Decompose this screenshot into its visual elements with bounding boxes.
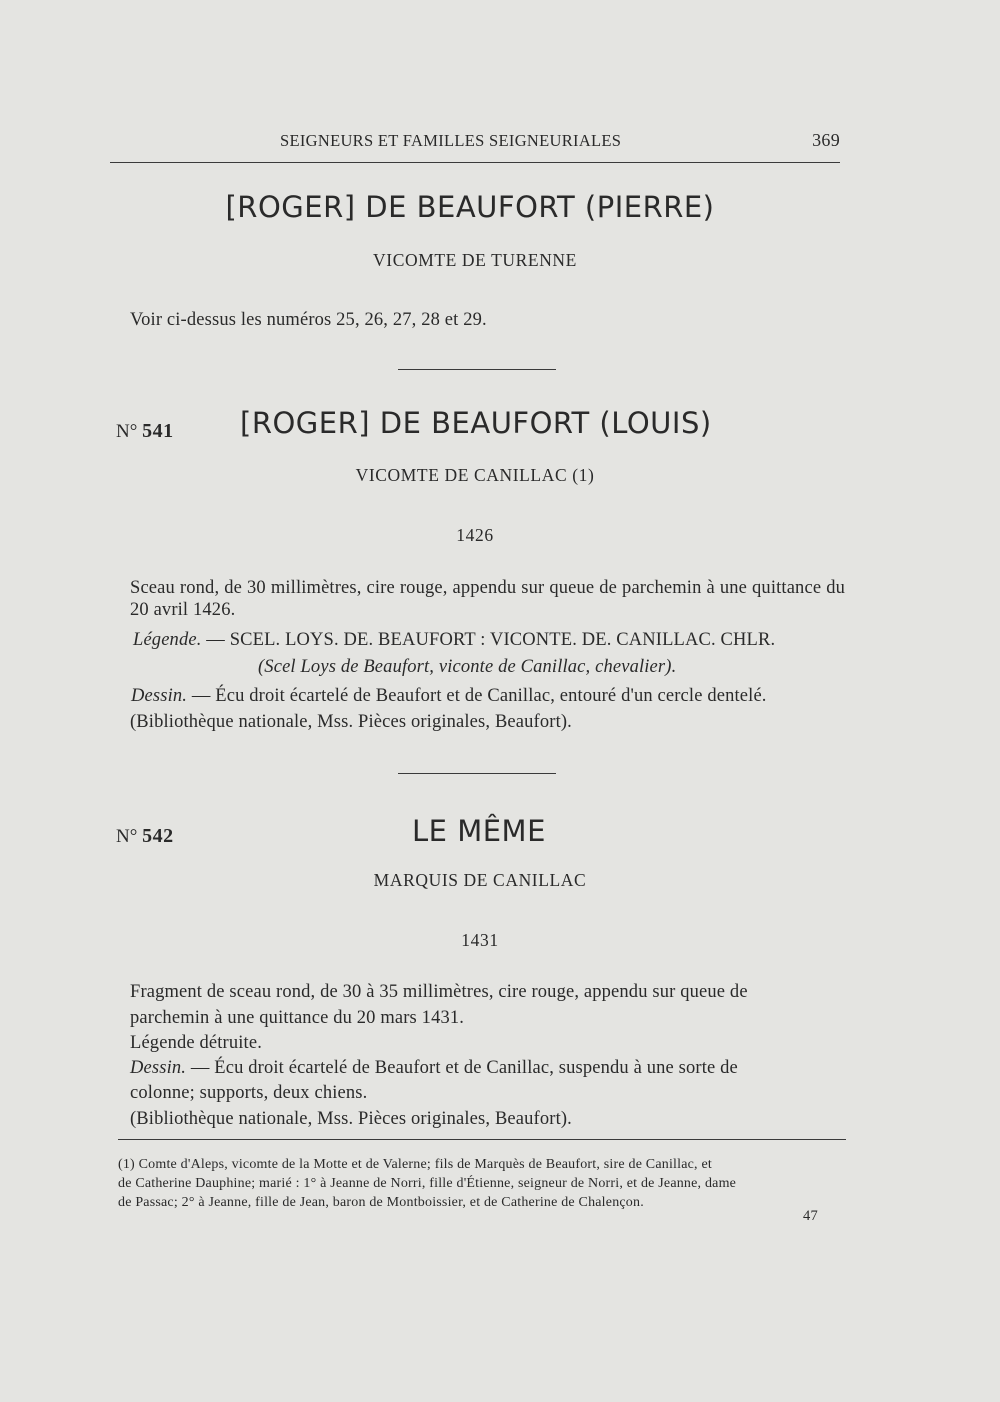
- entry-542-year: 1431: [461, 930, 499, 950]
- footnote-rule: [118, 1139, 846, 1140]
- section-divider: [398, 369, 556, 370]
- entry-542-description-line1: Fragment de sceau rond, de 30 à 35 millimètres, cire rouge, appendu sur queue de: [130, 982, 748, 1002]
- entry-541-title: [ROGER] DE BEAUFORT (LOUIS): [240, 406, 712, 440]
- entry-541-subtitle: VICOMTE DE CANILLAC (1): [355, 465, 595, 485]
- entry-542-title: LE MÊME: [412, 814, 546, 848]
- entry-541-drawing-text: — Écu droit écartelé de Beaufort et de Canillac, entouré d'un cercle dentelé.: [191, 686, 767, 706]
- entry-541-legend-transcription: (Scel Loys de Beaufort, viconte de Canillac, chevalier).: [258, 657, 677, 677]
- entry-542-number-value: 542: [142, 825, 174, 847]
- entry-542-drawing-label: Dessin.: [130, 1058, 187, 1078]
- running-head: [110, 128, 840, 154]
- entry-541-year: 1426: [456, 525, 494, 545]
- entry-541-description: Sceau rond, de 30 millimètres, cire rouge, appendu sur queue de parchemin à une quittance du 20 avril 1426.: [130, 578, 845, 620]
- entry-541-number: [116, 420, 174, 443]
- footnote-line1: (1) Comte d'Aleps, vicomte de la Motte et de Valerne; fils de Marquès de Beaufort, sire de Canillac, et: [118, 1157, 712, 1172]
- entry-541-drawing: [131, 685, 767, 707]
- entry-541-drawing-label: Dessin.: [131, 686, 188, 706]
- header-rule: [110, 162, 840, 163]
- entry-542-subtitle: MARQUIS DE CANILLAC: [373, 870, 587, 890]
- section-divider: [398, 773, 556, 774]
- entry-542-drawing-line1: [130, 1057, 738, 1079]
- page-number: 369: [812, 130, 840, 150]
- footnote-line2: de Catherine Dauphine; marié : 1° à Jeanne de Norri, fille d'Étienne, seigneur de Norri, et de Jeanne, dame: [118, 1176, 737, 1191]
- entry-542-number-prefix: N°: [116, 826, 138, 847]
- entry-541-number-prefix: N°: [116, 421, 138, 442]
- entry-541-legend: [133, 629, 775, 651]
- entry-542-legend-note: Légende détruite.: [130, 1033, 262, 1053]
- entry-542-number: [116, 825, 174, 848]
- entry-542-source: (Bibliothèque nationale, Mss. Pièces originales, Beaufort).: [130, 1109, 572, 1129]
- entry-542-drawing-text: — Écu droit écartelé de Beaufort et de Canillac, suspendu à une sorte de: [190, 1058, 738, 1078]
- entry-542-description-line2: parchemin à une quittance du 20 mars 1431.: [130, 1008, 465, 1028]
- entry-542-drawing-line2: colonne; supports, deux chiens.: [130, 1083, 368, 1103]
- entry-541-legend-text: — SCEL. LOYS. DE. BEAUFORT : VICONTE. DE. CANILLAC. CHLR.: [206, 630, 776, 650]
- running-head-title: SEIGNEURS ET FAMILLES SEIGNEURIALES: [280, 131, 622, 150]
- signature-mark: 47: [803, 1208, 818, 1224]
- entry-pierre-note: Voir ci-dessus les numéros 25, 26, 27, 28 et 29.: [130, 310, 487, 330]
- entry-pierre-title: [ROGER] DE BEAUFORT (PIERRE): [225, 190, 715, 224]
- footnote-line3: de Passac; 2° à Jeanne, fille de Jean, baron de Montboissier, et de Catherine de Chalençon.: [118, 1195, 644, 1210]
- entry-541-legend-label: Légende.: [133, 630, 202, 650]
- entry-pierre-subtitle: VICOMTE DE TURENNE: [373, 250, 577, 270]
- entry-541-source: (Bibliothèque nationale, Mss. Pièces originales, Beaufort).: [130, 712, 572, 732]
- entry-541-number-value: 541: [142, 420, 174, 442]
